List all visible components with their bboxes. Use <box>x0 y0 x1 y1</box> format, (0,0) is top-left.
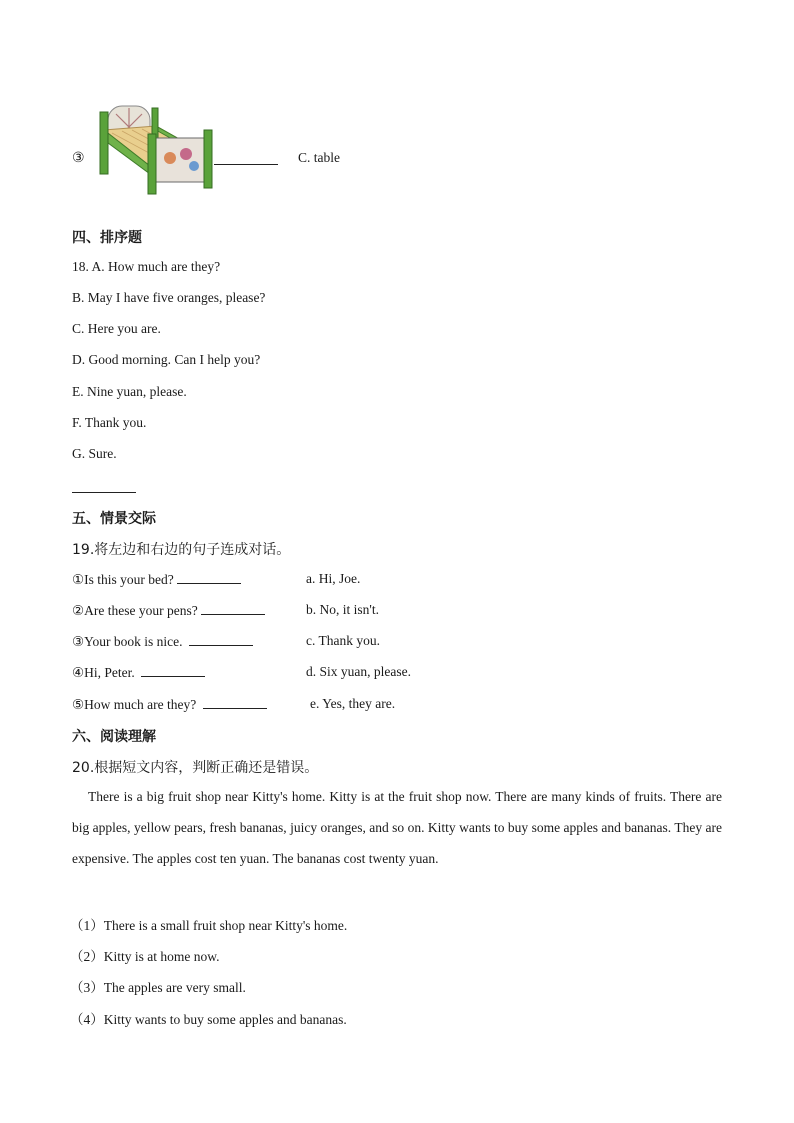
q19-left-2: ②Are these your pens? <box>72 602 265 619</box>
q18-answer-blank[interactable] <box>72 480 136 497</box>
q17-option: C. table <box>298 150 340 165</box>
q20-statement-4: （4）Kitty wants to buy some apples and bananas. <box>70 1012 347 1027</box>
q19-right-c: c. Thank you. <box>306 633 380 648</box>
q19-blank-5[interactable] <box>203 696 267 709</box>
q19-right-b: b. No, it isn't. <box>306 602 379 617</box>
q18-item-c: C. Here you are. <box>72 321 161 336</box>
bed-icon <box>94 100 214 198</box>
q19-blank-3[interactable] <box>189 633 253 646</box>
q20-statement-3: （3）The apples are very small. <box>70 980 246 995</box>
q19-blank-4[interactable] <box>141 664 205 677</box>
q19-left-3: ③Your book is nice. <box>72 633 253 650</box>
bed-picture <box>94 100 214 198</box>
q19-left-4: ④Hi, Peter. <box>72 664 205 681</box>
q20-statement-2: （2）Kitty is at home now. <box>70 949 220 964</box>
q17-item-number: ③ <box>72 151 85 166</box>
q18-item-g: G. Sure. <box>72 446 117 461</box>
q20-prompt: 20.根据短文内容，判断正确还是错误。 <box>72 760 319 776</box>
q19-right-e: e. Yes, they are. <box>310 696 396 711</box>
q18-item-f: F. Thank you. <box>72 415 147 430</box>
q19-blank-2[interactable] <box>201 602 265 615</box>
reading-passage: There is a big fruit shop near Kitty's home. Kitty is at the fruit shop now. There are many kinds of fruits. There are big apples, yellow pears, fresh bananas, juicy oranges, and so on. Kitty wants to buy some apples and bananas. They are expensive. The apples cost ten yuan. The bananas cost twenty yuan. <box>72 789 722 866</box>
section-heading-sort: 四、排序题 <box>72 230 142 246</box>
q20-statement-1: （1）There is a small fruit shop near Kitty's home. <box>70 918 348 933</box>
q19-blank-1[interactable] <box>177 571 241 584</box>
q19-right-d: d. Six yuan, please. <box>306 664 411 679</box>
q18-item-d: D. Good morning. Can I help you? <box>72 352 261 367</box>
q19-prompt: 19.将左边和右边的句子连成对话。 <box>72 542 291 558</box>
section-heading-dialogue: 五、情景交际 <box>72 511 156 527</box>
section-heading-reading: 六、阅读理解 <box>72 729 156 745</box>
q18-item-e: E. Nine yuan, please. <box>72 384 187 399</box>
q17-answer-blank[interactable] <box>214 152 278 169</box>
q18-item-a: 18. A. How much are they? <box>72 259 221 274</box>
q19-left-1: ①Is this your bed? <box>72 571 241 588</box>
q19-left-5: ⑤How much are they? <box>72 696 267 713</box>
q18-item-b: B. May I have five oranges, please? <box>72 290 266 305</box>
q19-right-a: a. Hi, Joe. <box>306 571 361 586</box>
